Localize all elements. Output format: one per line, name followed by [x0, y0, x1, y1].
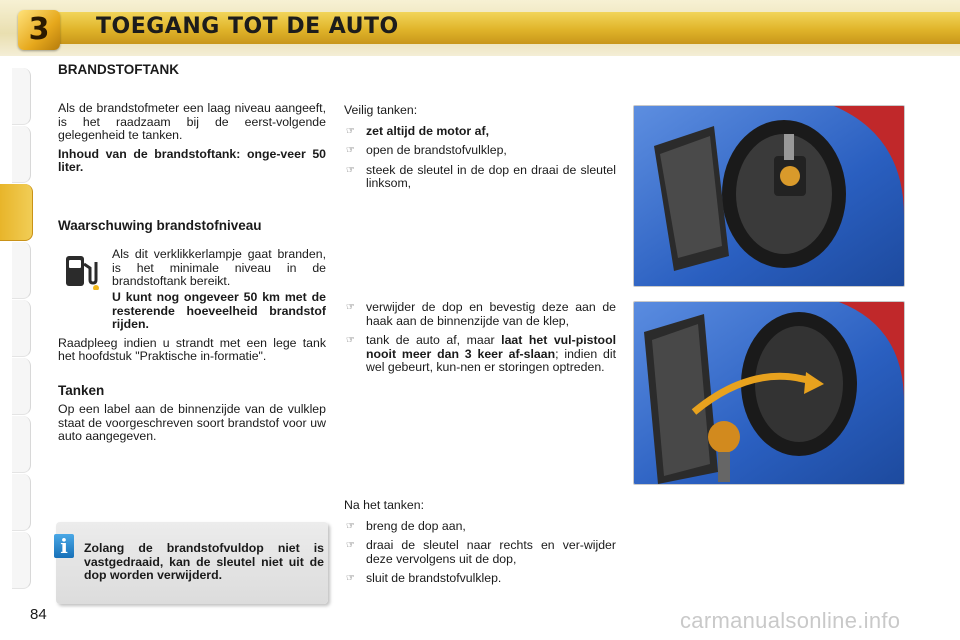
bullet-pointer-icon: ☞: [346, 302, 355, 313]
warning-text-block: [112, 248, 326, 289]
step-text: open de brandstofvulklep,: [366, 143, 507, 157]
warning-range: U kunt nog ongeveer 50 km met de resterende hoeveelheid brandstof rijden.: [112, 290, 326, 331]
intro-text: Als de brandstofmeter een laag niveau aangeeft, is het raadzaam bij de eerst-volgende gelegenheid te tanken.: [58, 101, 326, 142]
na-title: Na het tanken:: [344, 498, 424, 512]
warning-text: Als dit verklikkerlampje gaat branden, is het minimale niveau in de brandstoftank bereikt.: [112, 247, 326, 288]
bullet-pointer-icon: ☞: [346, 540, 355, 551]
page-number: 84: [30, 606, 47, 623]
bullet-pointer-icon: ☞: [346, 335, 355, 346]
na-block: [344, 499, 616, 592]
watermark: carmanualsonline.info: [680, 608, 901, 633]
step-text: zet altijd de motor af,: [366, 123, 489, 138]
step-text: draai de sleutel naar rechts en ver-wijder deze vervolgens uit de dop,: [366, 538, 616, 566]
step-text: breng de dop aan,: [366, 518, 466, 533]
bullet-pointer-icon: ☞: [346, 125, 355, 137]
intro-block: [58, 102, 326, 175]
list-item: [344, 125, 616, 139]
step-text-post: ; indien dit wel gebeurt, kun-nen er storingen optreden.: [366, 346, 616, 374]
list-item: [344, 572, 616, 586]
chapter-tab-9[interactable]: [12, 532, 31, 589]
bullet-pointer-icon: ☞: [346, 164, 355, 176]
warning-title: Waarschuwing brandstofniveau: [58, 218, 262, 233]
info-icon: i: [54, 534, 74, 558]
chapter-tab-5[interactable]: [12, 300, 31, 357]
tank-capacity: Inhoud van de brandstoftank: onge-veer 50 liter.: [58, 146, 326, 174]
list-item: [344, 539, 616, 566]
tanken-text: Op een label aan de binnenzijde van de vulklep staat de voorgeschreven soort brandstof voor uw auto aangegeven.: [58, 402, 326, 443]
photo-open-fuel-flap: [633, 105, 905, 287]
page-title: TOEGANG TOT DE AUTO: [96, 14, 399, 39]
list-item: [344, 334, 616, 375]
photo-cap-on-hook: [633, 301, 905, 485]
fuel-pump-icon: [60, 250, 100, 290]
list-item: [344, 164, 616, 191]
step-text-bold: laat het vul-pistool nooit meer dan 3 keer af-slaan: [366, 333, 616, 361]
warning-more: Raadpleeg indien u strandt met een lege tank het hoofdstuk "Praktische in-formatie".: [58, 335, 326, 363]
chapter-badge: 3: [18, 10, 60, 50]
veilig-block: [344, 104, 616, 197]
warning-range-block: [58, 291, 326, 364]
bullet-pointer-icon: ☞: [346, 145, 355, 156]
step-text: steek de sleutel in de dop en draai de sleutel linksom,: [366, 162, 616, 190]
tanken-block: [58, 403, 326, 444]
chapter-tab-8[interactable]: [12, 474, 31, 531]
step-text-pre: tank de auto af, maar: [366, 333, 502, 347]
step-text: sluit de brandstofvulklep.: [366, 571, 502, 585]
chapter-tab-4[interactable]: [12, 242, 31, 299]
bullet-pointer-icon: ☞: [346, 573, 355, 584]
veilig-title: Veilig tanken:: [344, 103, 418, 117]
list-item: [344, 144, 616, 158]
list-item: [344, 520, 616, 534]
section-title: BRANDSTOFTANK: [58, 62, 179, 77]
list-item: [344, 301, 616, 328]
chapter-tab-6[interactable]: [12, 358, 31, 415]
chapter-tab-7[interactable]: [12, 416, 31, 473]
veilig-block-2: [344, 301, 616, 381]
info-text: Zolang de brandstofvuldop niet is vastgedraaid, kan de sleutel niet uit de dop worden verwijderd.: [84, 541, 324, 582]
chapter-tab-3[interactable]: [0, 184, 33, 241]
chapter-tab-1[interactable]: [12, 68, 31, 125]
chapter-tabs: [0, 60, 34, 580]
chapter-tab-2[interactable]: [12, 126, 31, 183]
tanken-title: Tanken: [58, 383, 105, 398]
step-text: verwijder de dop en bevestig deze aan de haak aan de binnenzijde van de klep,: [366, 300, 616, 328]
bullet-pointer-icon: ☞: [346, 520, 355, 532]
